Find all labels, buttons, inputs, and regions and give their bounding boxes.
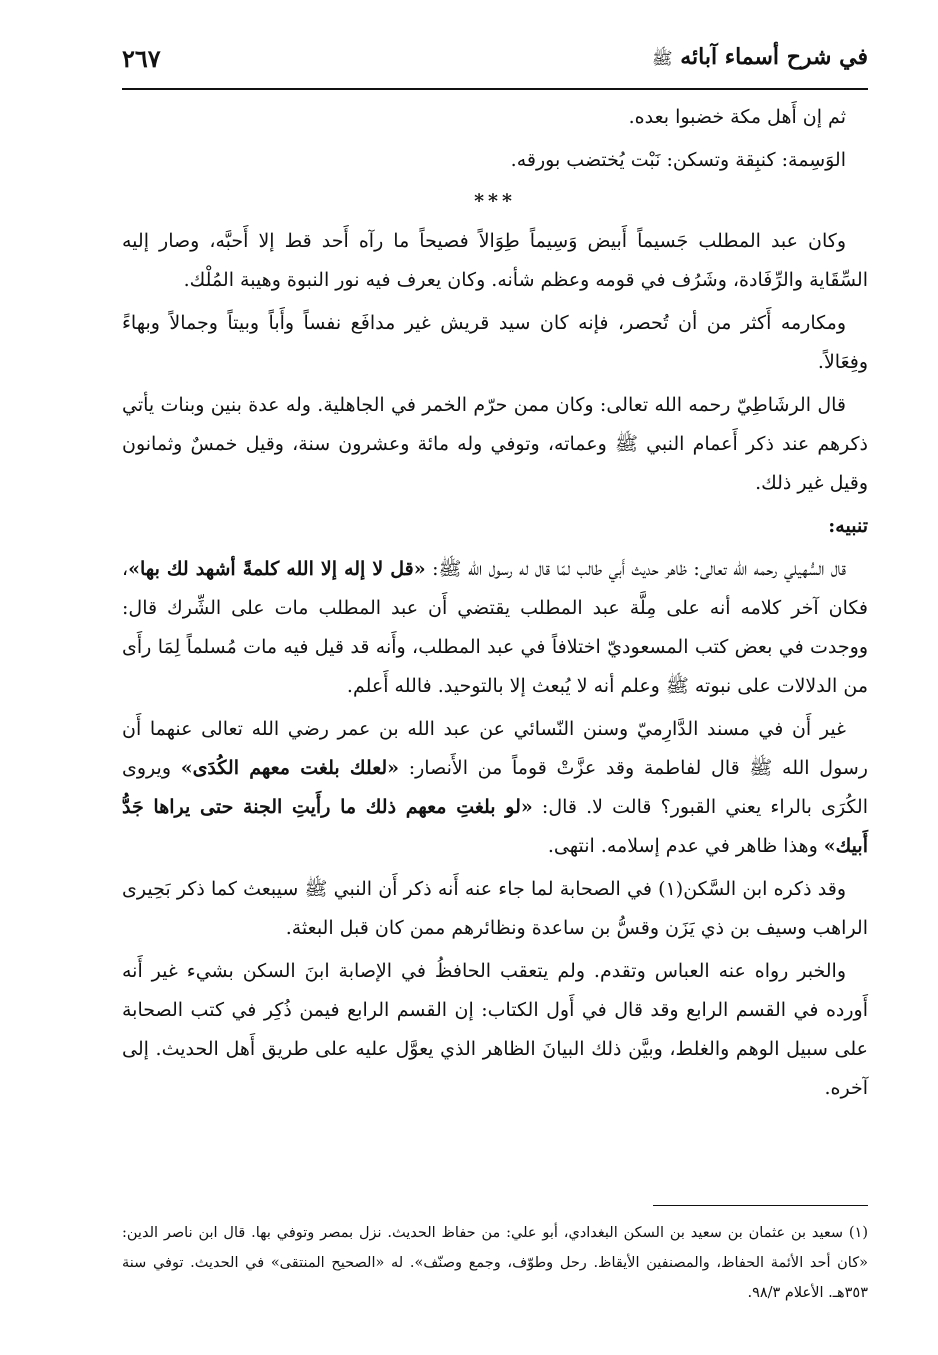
paragraph-5: قال الرشَاطِيّ رحمه الله تعالى: وكان ممن حرّم الخمر في الجاهلية. وله عدة بنين وبنات يأتي ذكرهم عند ذكر أَعمام النبي ﷺ وعماته، وتوفي وله مائة وعشرون سنة، وقيل خمسٌ وثمانون وقيل غير ذلك. bbox=[122, 394, 868, 494]
paragraph-7-part-e: وهذا ظاهر في عدم إسلامه. انتهى. bbox=[547, 835, 824, 857]
main-text bbox=[122, 98, 868, 1112]
paragraph-4: ومكارمه أَكثر من أن تُحصر، فإنه كان سيد قريش غير مدافَع نفساً وأَباً وبيتاً وجمالاً وبهاءً وفِعَالاً. bbox=[122, 312, 868, 373]
page-number: ٢٦٧ bbox=[122, 44, 161, 73]
paragraph-6 bbox=[122, 550, 868, 706]
paragraph-2: الوَسِمة: كنبِقة وتسكن: نَبْت يُختضب بورقه. bbox=[510, 149, 846, 171]
hadith-quote-2: «لعلك بلغت معهم الكُدَى» bbox=[180, 757, 400, 779]
running-title-text: في شرح أسماء آبائه bbox=[680, 44, 868, 70]
paragraph-7-part-a: غير أَن في مسند الدَّارِميّ وسنن النّسائي عن عبد الله بن عمر رضي الله تعالى عنهما أَن رسول الله ﷺ قال لفاطمة وقد عزَّتْ قوماً من الأَنصار: bbox=[122, 718, 868, 779]
paragraph-6-part-a: قال السُّهيلي رحمه الله تعالى: ظاهر حديث أَبي طالب لمّا قال له رسول الله ﷺ: bbox=[425, 558, 846, 580]
paragraph-8: وقد ذكره ابن السَّكن(١) في الصحابة لما جاء عنه أَنه ذكر أَن النبي ﷺ سيبعث كما ذكر بَحِيرى الراهب وسيف بن ذي يَزَن وقسُّ بن ساعدة ونظائرهم ممن كان قبل البعثة. bbox=[122, 878, 868, 939]
hadith-quote-1: «قل لا إله إلا الله كلمةً أشهد لك بها» bbox=[128, 558, 426, 580]
section-separator: *** bbox=[474, 190, 516, 212]
running-title bbox=[652, 44, 868, 73]
paragraph-6-part-c: ، فكان آخر كلامه أنه على مِلَّة عبد المطلب يقتضي أَن عبد المطلب مات على الشِّرك قال: ووجدت في بعض كتب المسعوديّ اختلافاً في عبد المطلب، وأَنه قد قيل فيه مات مُسلماً لِمَا رأَى من الدلالات على نبوته ﷺ وعلم أنه لا يُبعث إلا بالتوحيد. فالله أَعلم. bbox=[122, 558, 868, 697]
note-heading: تنبيه: bbox=[828, 515, 868, 537]
hadith-quote-3: «لو بلغتِ معهم ذلك ما رأَيتِ الجنة حتى يراها جَدُّ أَبيك» bbox=[122, 796, 868, 857]
footnote-1: (١) سعيد بن عثمان بن سعيد بن السكن البغدادي، أبو علي: من حفاظ الحديث. نزل بمصر وتوفي بها. قال ابن ناصر الدين: «كان أحد الأئمة الحفاظ، والمصنفين الأيقاظ. رحل وطوّف، وجمع وصنّف». له «الصحيح المنتقى» في الحديث. توفي سنة ٣٥٣هـ. الأعلام ٩٨/٣. bbox=[122, 1225, 868, 1301]
running-header bbox=[122, 38, 868, 90]
paragraph-3: وكان عبد المطلب جَسيماً أَبيض وَسِيماً طِوَالاً فصيحاً ما رآه أَحد قط إلا أَحبَّه، وصار إليه السِّقَاية والرِّفَادة، وشَرُف في قومه وعظم شأنه. وكان يعرف فيه نور النبوة وهيبة المُلْك. bbox=[122, 230, 868, 291]
paragraph-7 bbox=[122, 710, 868, 866]
footnote-divider bbox=[653, 1205, 868, 1206]
paragraph-9: والخبر رواه عنه العباس وتقدم. ولم يتعقب الحافظُ في الإصابة ابنَ السكن بشيء غير أَنه أَورده في القسم الرابع وقد قال في أَول الكتاب: إن القسم الرابع فيمن ذُكِر في كتب الصحابة على سبيل الوهم والغلط، وبيَّن ذلك البيانَ الظاهر الذي يعوَّل عليه على طريق أَهل الحديث. إلى آخره. bbox=[122, 960, 868, 1099]
salawat-seal-icon: ﷺ bbox=[652, 49, 673, 69]
paragraph-1: ثم إن أَهل مكة خضبوا بعده. bbox=[628, 106, 846, 128]
paragraph-7-part-c: ويروى الكُرَى بالراء يعني القبور؟ قالت لا. قال: bbox=[122, 757, 868, 818]
